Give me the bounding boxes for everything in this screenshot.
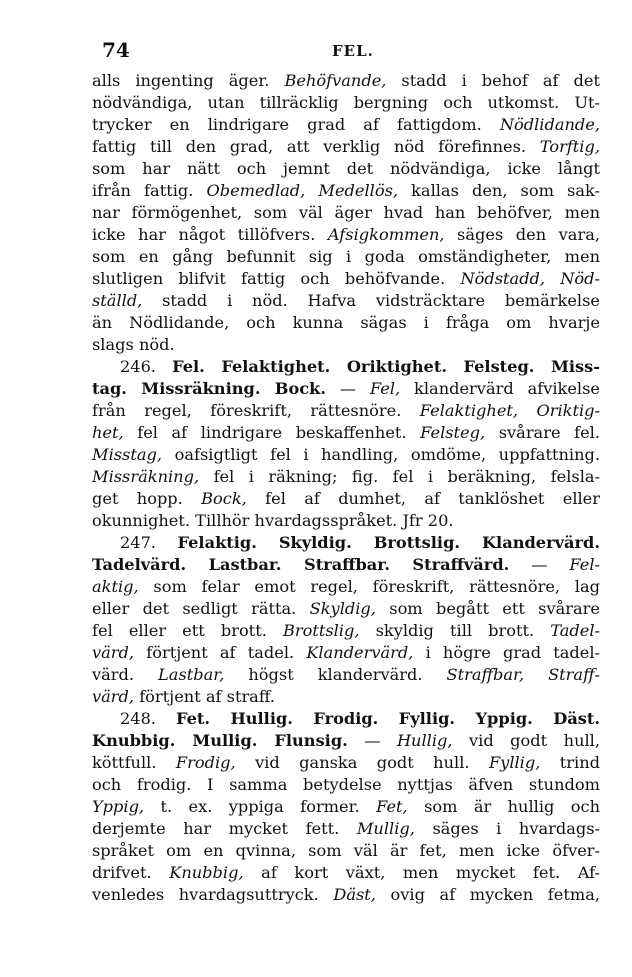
text-segment: vid godt hull, <box>452 731 600 750</box>
text-segment: klandervärd afvikelse <box>400 379 600 398</box>
text-line <box>92 290 600 312</box>
text-line <box>92 356 600 378</box>
text-line <box>92 400 600 422</box>
text-segment: — <box>326 379 370 398</box>
text-segment: som har nätt och jemnt det nödvändiga, icke långt <box>92 159 600 178</box>
italic-term: Felsteg, <box>420 423 486 442</box>
text-segment: okunnighet. Tillhör hvardagsspråket. Jfr 20. <box>92 511 454 530</box>
bold-heading-text: Felaktig. Skyldig. Brottslig. Klandervärd. <box>177 533 600 552</box>
italic-term: Bock, <box>201 489 247 508</box>
text-line <box>92 246 600 268</box>
text-line <box>92 444 600 466</box>
text-segment: värd. <box>92 665 159 684</box>
text-line <box>92 224 600 246</box>
text-segment: fel i räkning; fig. fel i beräkning, felsla- <box>199 467 600 486</box>
text-segment: stadd i nöd. Hafva vidsträcktare bemärkelse <box>142 291 600 310</box>
bold-heading-text: Fel. Felaktighet. Oriktighet. Felsteg. Miss- <box>172 357 600 376</box>
text-segment: fel eller ett brott. <box>92 621 283 640</box>
text-segment: förtjent af straff. <box>134 687 275 706</box>
text-segment: — <box>509 555 570 574</box>
text-segment: 248. <box>120 709 176 728</box>
text-line <box>92 730 600 752</box>
body-text <box>92 70 600 906</box>
italic-term: Behöfvande, <box>284 71 387 90</box>
text-segment: som en gång befunnit sig i goda omständigheter, men <box>92 247 600 266</box>
italic-term: ställd, <box>92 291 143 310</box>
italic-term: aktig, <box>92 577 139 596</box>
bold-heading-text: Tadelvärd. Lastbar. Straffbar. Straffvärd. <box>92 555 510 574</box>
italic-term: värd, <box>92 687 135 706</box>
text-line <box>92 114 600 136</box>
text-segment: fel af lindrigare beskaffenhet. <box>123 423 421 442</box>
text-line <box>92 686 600 708</box>
text-segment: 247. <box>120 533 178 552</box>
text-segment: vid ganska godt hull. <box>235 753 489 772</box>
text-segment: drifvet. <box>92 863 170 882</box>
text-line <box>92 576 600 598</box>
text-segment: säges i hvardags- <box>414 819 601 838</box>
italic-term: Missräkning, <box>92 467 200 486</box>
italic-term: Fyllig, <box>488 753 541 772</box>
italic-term: Misstag, <box>92 445 163 464</box>
text-line <box>92 708 600 730</box>
bold-heading-text: tag. Missräkning. Bock. <box>92 379 326 398</box>
italic-term: Nödlidande, <box>499 115 600 134</box>
text-segment: svårare fel. <box>485 423 600 442</box>
italic-term: Lastbar, <box>158 665 225 684</box>
running-head: FEL. <box>332 42 374 60</box>
text-segment: köttfull. <box>92 753 176 772</box>
text-segment: stadd i behof af det <box>386 71 600 90</box>
text-line <box>92 664 600 686</box>
text-segment: högst klandervärd. <box>224 665 447 684</box>
italic-term: Klandervärd, <box>306 643 414 662</box>
text-line <box>92 422 600 444</box>
text-line <box>92 136 600 158</box>
italic-term: Hullig, <box>396 731 453 750</box>
italic-term: Yppig, <box>92 797 145 816</box>
italic-term: Skyldig, <box>309 599 376 618</box>
text-line <box>92 488 600 510</box>
text-line <box>92 202 600 224</box>
text-segment: skyldig till brott. <box>359 621 551 640</box>
text-line <box>92 510 600 532</box>
italic-term: Däst, <box>333 885 376 904</box>
text-line <box>92 598 600 620</box>
italic-term: Fel, <box>369 379 401 398</box>
text-line <box>92 180 600 202</box>
text-segment: förtjent af tadel. <box>134 643 307 662</box>
text-line <box>92 862 600 884</box>
text-segment: kallas den, som sak- <box>398 181 600 200</box>
italic-term: Straffbar, Straff- <box>446 665 601 684</box>
text-segment: som felar emot regel, föreskrift, rättesnöre, lag <box>138 577 600 596</box>
text-segment: trind <box>540 753 600 772</box>
text-segment: språket om en qvinna, som väl är fet, men icke öfver- <box>92 841 600 860</box>
italic-term: Torftig, <box>539 137 600 156</box>
italic-term: Brottslig, <box>282 621 360 640</box>
text-segment: i högre grad tadel- <box>413 643 600 662</box>
italic-term: Frodig, <box>175 753 236 772</box>
text-line <box>92 752 600 774</box>
italic-term: värd, <box>92 643 135 662</box>
text-line <box>92 268 600 290</box>
text-segment: eller det sedligt rätta. <box>92 599 310 618</box>
text-line <box>92 796 600 818</box>
bold-heading-text: Knubbig. Mullig. Flunsig. <box>92 731 348 750</box>
text-line <box>92 884 600 906</box>
text-segment: fel af dumhet, af tanklöshet eller <box>246 489 600 508</box>
italic-term: het, <box>92 423 124 442</box>
bold-heading-text: Fet. Hullig. Frodig. Fyllig. Yppig. Däst. <box>176 709 600 728</box>
text-segment: slutligen blifvit fattig och behöfvande. <box>92 269 461 288</box>
italic-term: Nödstadd, Nöd- <box>460 269 600 288</box>
text-line <box>92 378 600 400</box>
text-segment: som begått ett svårare <box>375 599 600 618</box>
text-segment: — <box>347 731 397 750</box>
text-segment: t. ex. yppiga former. <box>144 797 377 816</box>
text-segment: ifrån fattig. <box>92 181 207 200</box>
page-number: 74 <box>102 38 130 62</box>
text-segment: alls ingenting äger. <box>92 71 285 90</box>
italic-term: Obemedlad, Medellös, <box>206 181 399 200</box>
text-line <box>92 554 600 576</box>
italic-term: Mullig, <box>356 819 415 838</box>
text-line <box>92 818 600 840</box>
text-segment: af kort växt, men mycket fet. Af- <box>243 863 600 882</box>
text-segment: icke har något tillöfvers. <box>92 225 328 244</box>
text-segment: än Nödlidande, och kunna sägas i fråga om hvarje <box>92 313 600 332</box>
text-line <box>92 620 600 642</box>
text-line <box>92 158 600 180</box>
text-segment: från regel, föreskrift, rättesnöre. <box>92 401 420 420</box>
text-line <box>92 92 600 114</box>
text-line <box>92 840 600 862</box>
italic-term: Fel- <box>569 555 600 574</box>
text-segment: fattig till den grad, att verklig nöd förefinnes. <box>92 137 540 156</box>
text-segment: venledes hvardagsuttryck. <box>92 885 334 904</box>
italic-term: Felaktighet, Oriktig- <box>419 401 600 420</box>
text-segment: get hopp. <box>92 489 202 508</box>
text-segment: oafsigtligt fel i handling, omdöme, uppfattning. <box>162 445 600 464</box>
text-segment: som är hullig och <box>407 797 600 816</box>
text-segment: säges den vara, <box>444 225 600 244</box>
text-segment: trycker en lindrigare grad af fattigdom. <box>92 115 500 134</box>
text-line <box>92 642 600 664</box>
text-line <box>92 312 600 334</box>
text-line <box>92 774 600 796</box>
page-header <box>102 38 598 62</box>
text-segment: nar förmögenhet, som väl äger hvad han behöfver, men <box>92 203 600 222</box>
text-segment: slags nöd. <box>92 335 175 354</box>
text-segment: 246. <box>120 357 173 376</box>
text-segment: derjemte har mycket fett. <box>92 819 357 838</box>
text-segment: och frodig. I samma betydelse nyttjas äfven stundom <box>92 775 600 794</box>
text-segment: nödvändiga, utan tillräcklig bergning och utkomst. Ut- <box>92 93 600 112</box>
text-line <box>92 334 600 356</box>
italic-term: Fet, <box>376 797 408 816</box>
text-line <box>92 466 600 488</box>
text-segment: ovig af mycken fetma, <box>375 885 600 904</box>
italic-term: Afsigkommen, <box>327 225 445 244</box>
text-line <box>92 70 600 92</box>
italic-term: Knubbig, <box>169 863 244 882</box>
text-line <box>92 532 600 554</box>
italic-term: Tadel- <box>550 621 600 640</box>
